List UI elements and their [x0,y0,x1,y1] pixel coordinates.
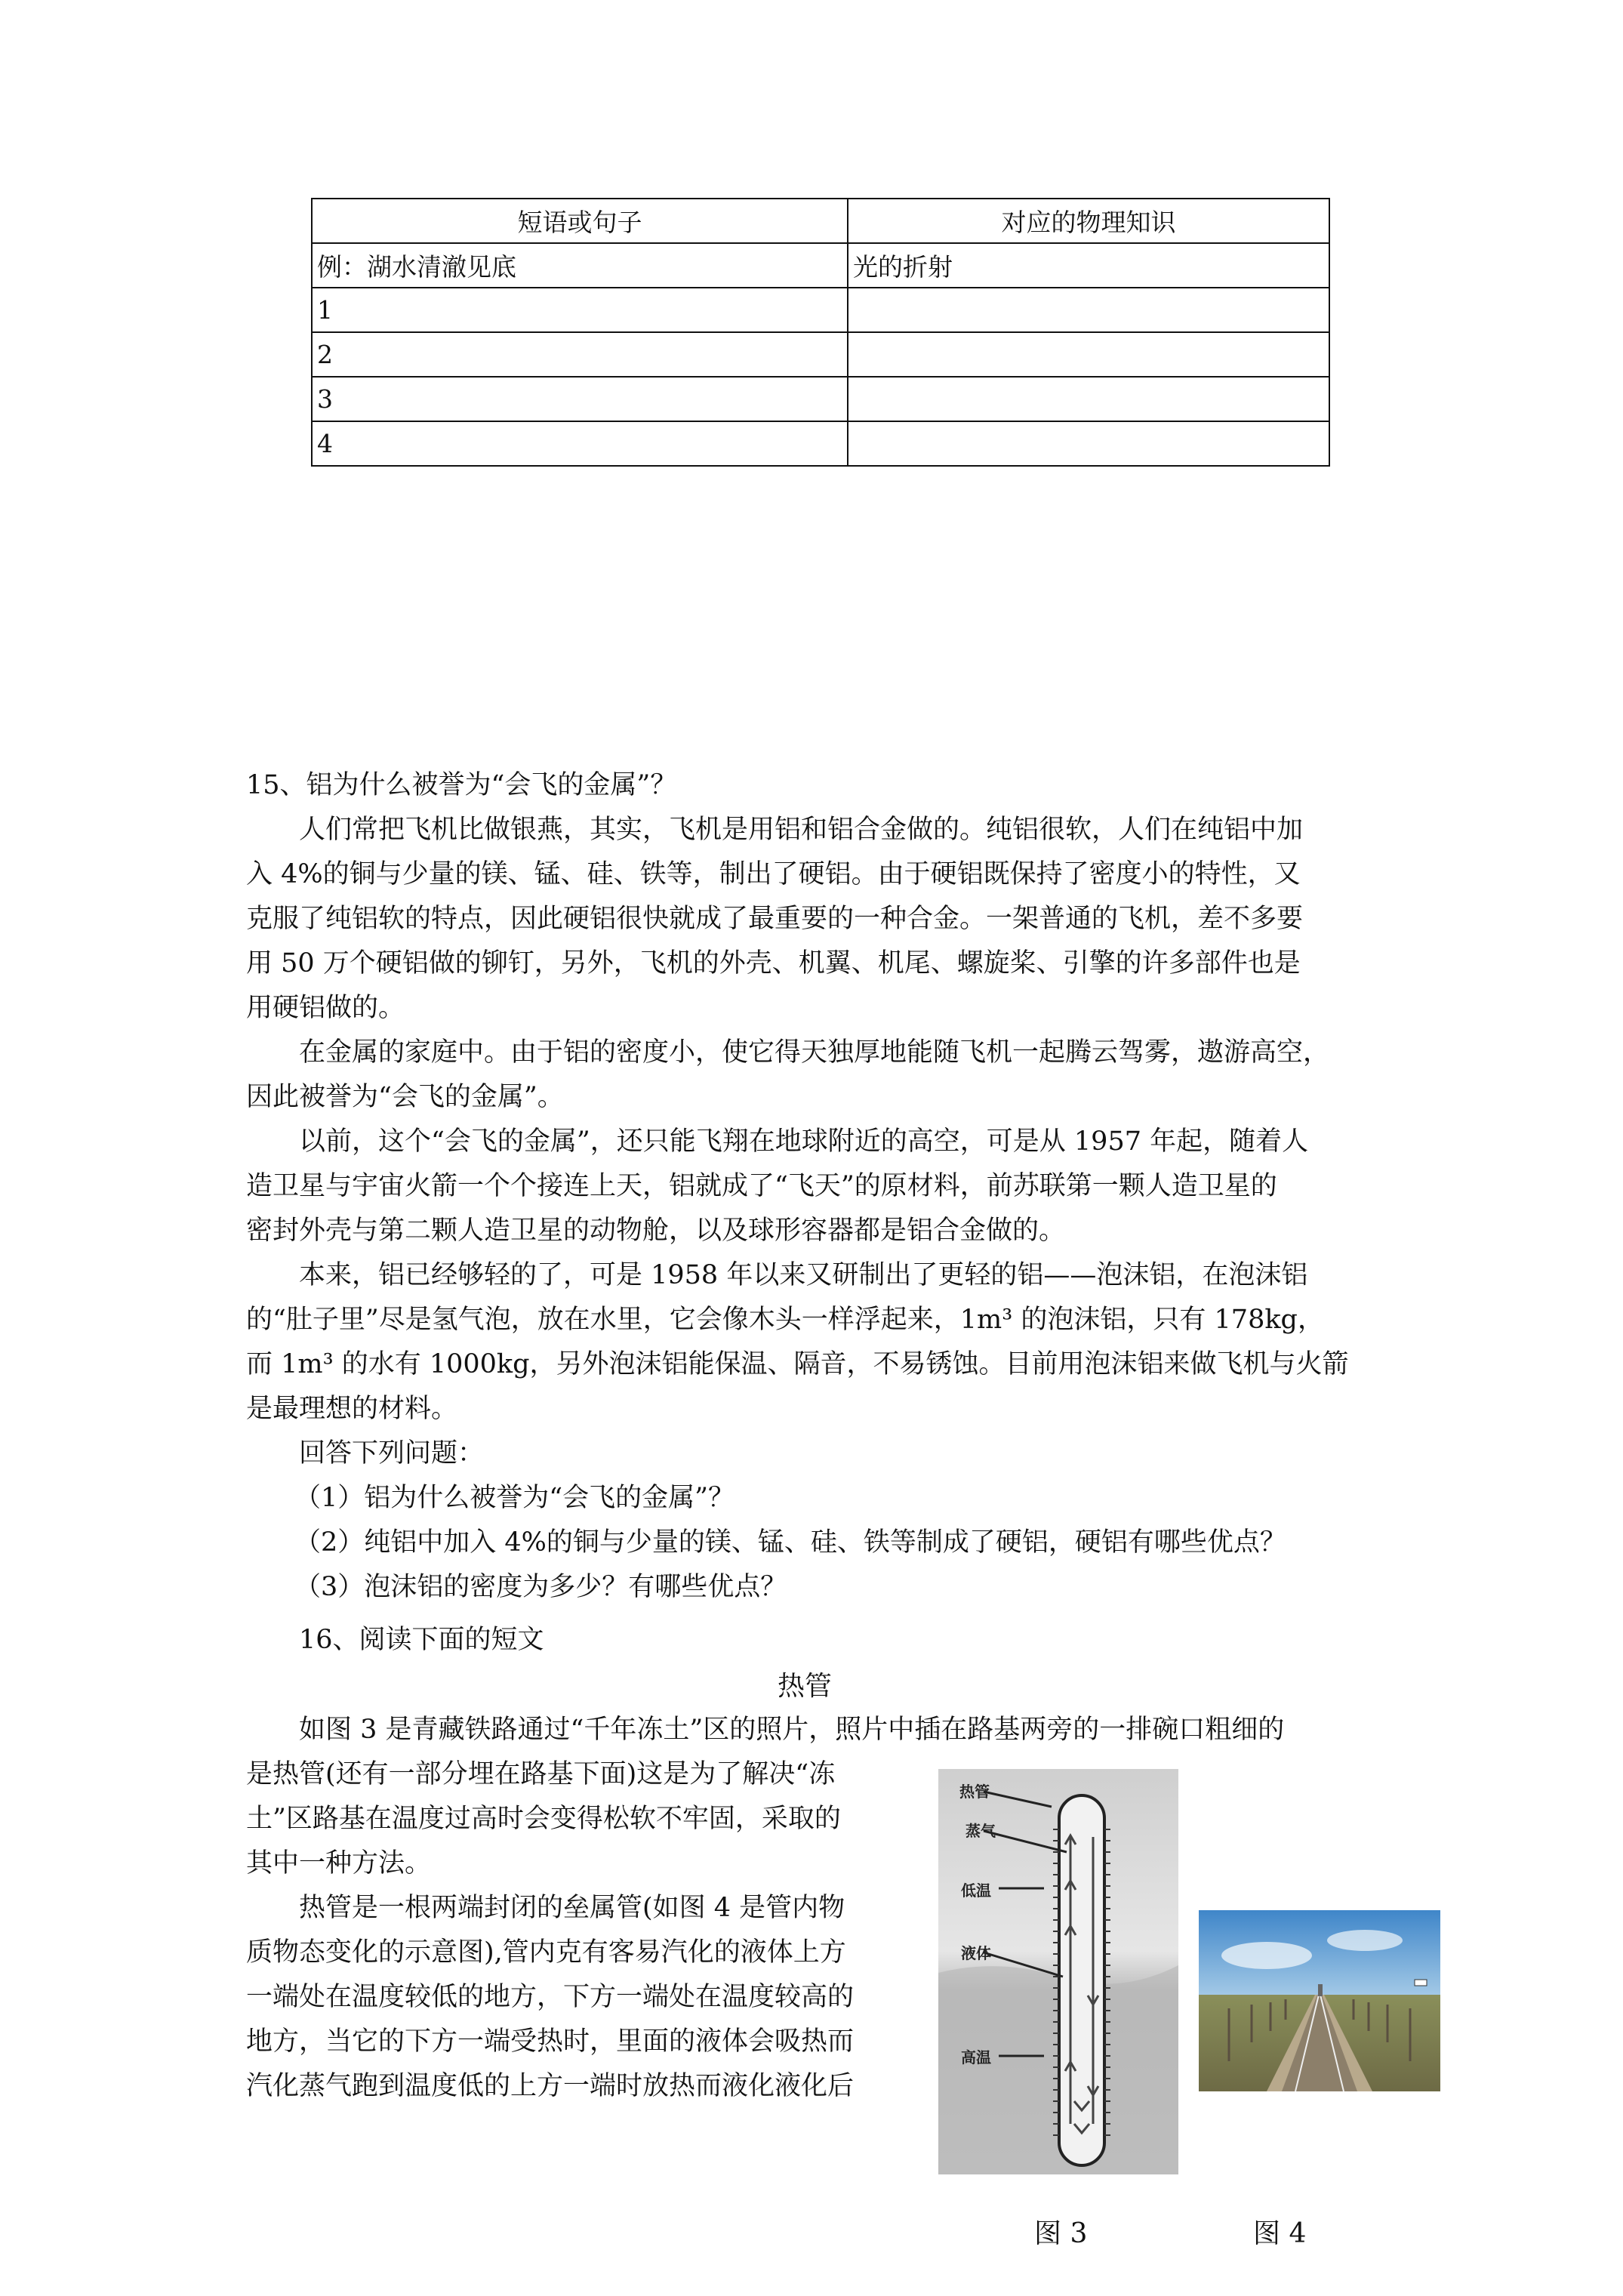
text-line: 密封外壳与第二颗人造卫星的动物舱，以及球形容器都是铝合金做的。 [246,1216,1066,1246]
text-line: 汽化蒸气跑到温度低的上方一端时放热而液化液化后 [246,2071,855,2101]
text-line: 是最理想的材料。 [246,1394,458,1424]
q16-paragraph-1-rest [246,1752,910,1886]
sub-question: （1）铝为什么被誉为“会飞的金属”？ [294,1483,735,1513]
q15-paragraph-1 [246,808,1381,1031]
label-vapor: 蒸气 [965,1822,996,1840]
text-line: 其中一种方法。 [246,1848,432,1878]
table-row [312,243,1329,288]
answer-intro: 回答下列问题： [299,1438,485,1469]
table-cell: 例：湖水清澈见底 [312,243,848,288]
q16-paragraph-1-first [246,1708,1381,1752]
label-heat-pipe: 热管 [959,1783,990,1801]
table-header-cell: 短语或句子 [312,199,848,243]
figure-4-caption: 图 4 [1253,2218,1307,2249]
question-16-title: 16、阅读下面的短文 [299,1625,544,1655]
text-line: 入 4%的铜与少量的镁、锰、硅、铁等，制出了硬铝。由于硬铝既保持了密度小的特性，又 [246,859,1301,889]
q15-paragraph-3 [246,1120,1381,1253]
text-line: 本来，铝已经够轻的了，可是 1958 年以来又研制出了更轻的铝——泡沫铝，在泡沫铝 [299,1260,1308,1290]
table-cell [848,332,1329,377]
article-heading: 热管 [778,1671,833,1702]
question-15-title: 15、铝为什么被誉为“会飞的金属”？ [246,770,677,800]
railway-photo-image [1199,1910,1440,2091]
table-cell [848,421,1329,466]
table-header-cell: 对应的物理知识 [848,199,1329,243]
table-header-row [312,199,1329,243]
table-row [312,421,1329,466]
table-cell: 2 [312,332,848,377]
text-line: 热管是一根两端封闭的垒属管(如图 4 是管内物 [299,1893,845,1923]
label-liquid: 液体 [961,1944,991,1962]
table-cell: 4 [312,421,848,466]
table-cell [848,288,1329,332]
text-line: 人们常把飞机比做银燕，其实，飞机是用铝和铝合金做的。纯铝很软，人们在纯铝中加 [299,815,1304,845]
text-line: 是热管(还有一部分埋在路基下面)这是为了解决“冻 [246,1759,836,1789]
text-line: 用 50 万个硬铝做的铆钉，另外，飞机的外壳、机翼、机尾、螺旋桨、引擎的许多部件也是 [246,948,1301,978]
q15-paragraph-4 [246,1253,1381,1432]
text-line: 土”区路基在温度过高时会变得松软不牢固，采取的 [246,1804,841,1834]
text-line: 以前，这个“会飞的金属”，还只能飞翔在地球附近的高空，可是从 1957 年起，随着人 [299,1126,1309,1157]
heat-pipe-diagram [938,1769,1178,2174]
text-line: 在金属的家庭中。由于铝的密度小，使它得天独厚地能随飞机一起腾云驾雾，遨游高空， [299,1037,1330,1068]
sub-question: （3）泡沫铝的密度为多少？有哪些优点？ [294,1572,787,1602]
table-cell: 3 [312,377,848,421]
table-cell [848,377,1329,421]
text-line: 如图 3 是青藏铁路通过“千年冻土”区的照片，照片中插在路基两旁的一排碗口粗细的 [299,1715,1285,1745]
table-row [312,377,1329,421]
text-line: 的“肚子里”尽是氢气泡，放在水里，它会像木头一样浮起来，1m³ 的泡沫铝，只有 178kg， [246,1305,1324,1335]
text-line: 用硬铝做的。 [246,993,405,1023]
q15-questions [246,1432,1381,1610]
sub-question: （2）纯铝中加入 4%的铜与少量的镁、锰、硅、铁等制成了硬铝，硬铝有哪些优点？ [294,1527,1286,1558]
figure-3-caption: 图 3 [1034,2218,1088,2249]
table-row [312,288,1329,332]
text-line: 因此被誉为“会飞的金属”。 [246,1082,564,1112]
text-line: 地方，当它的下方一端受热时，里面的液体会吸热而 [246,2026,855,2057]
text-line: 一端处在温度较低的地方，下方一端处在温度较高的 [246,1982,855,2012]
q16-paragraph-2 [246,1886,910,2109]
label-high-temp: 高温 [961,2048,991,2066]
text-line: 克服了纯铝软的特点，因此硬铝很快就成了最重要的一种合金。一架普通的飞机，差不多要 [246,904,1304,934]
text-line: 而 1m³ 的水有 1000kg，另外泡沫铝能保温、隔音，不易锈蚀。目前用泡沫铝来做飞机与火箭 [246,1349,1349,1379]
text-line: 质物态变化的示意图),管内克有客易汽化的液体上方 [246,1937,846,1968]
table-row [312,332,1329,377]
q15-paragraph-2 [246,1031,1381,1120]
railway-photo [1199,1910,1440,2091]
text-line: 造卫星与宇宙火箭一个个接连上天，铝就成了“飞天”的原材料，前苏联第一颗人造卫星的 [246,1171,1277,1201]
table-cell: 光的折射 [848,243,1329,288]
label-low-temp: 低温 [961,1881,991,1900]
knowledge-table [311,198,1330,467]
table-cell: 1 [312,288,848,332]
